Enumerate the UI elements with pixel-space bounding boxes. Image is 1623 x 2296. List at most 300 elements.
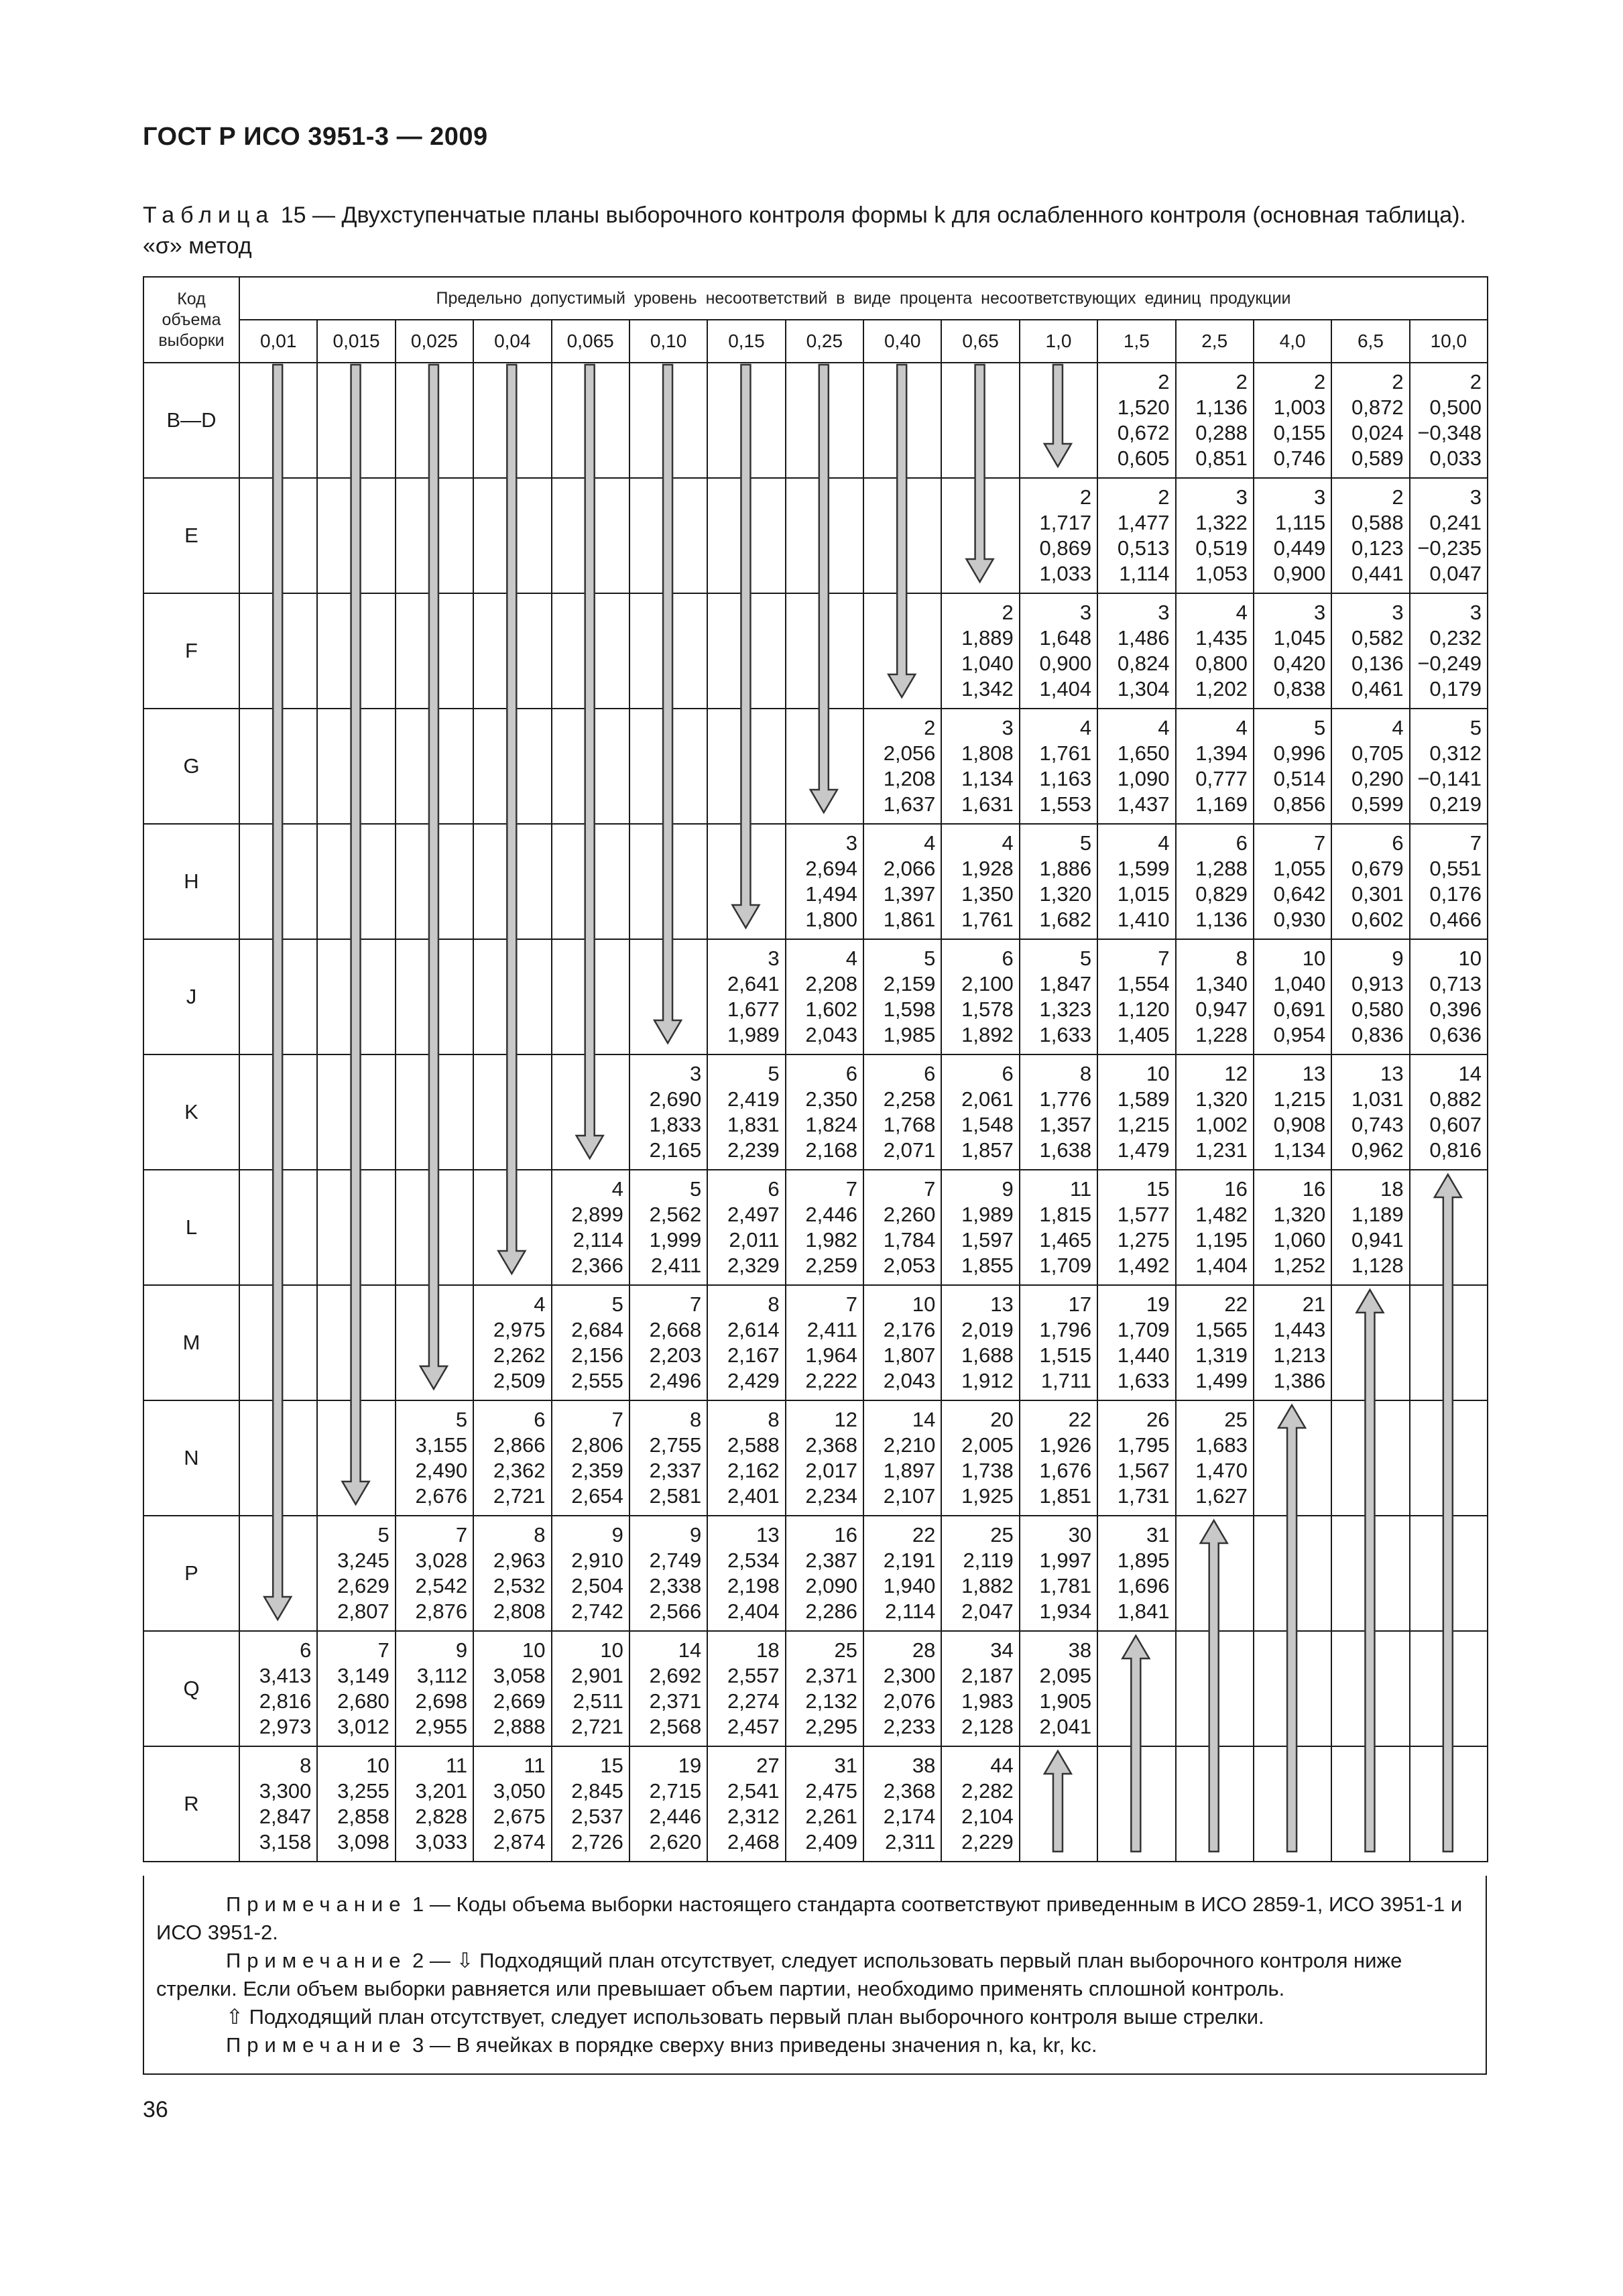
n-value: 3 — [690, 1062, 702, 1085]
ka-value: 0,588 — [1351, 511, 1404, 534]
kc-value: 1,405 — [1117, 1023, 1170, 1046]
kr-value: 1,320 — [1039, 882, 1092, 906]
kr-value: 1,213 — [1273, 1343, 1326, 1367]
kr-value: 1,040 — [961, 652, 1014, 675]
kc-value: 2,043 — [805, 1023, 857, 1046]
ka-value: 1,709 — [1117, 1318, 1170, 1341]
plan-cell — [1176, 1285, 1254, 1400]
plan-cell — [552, 1631, 629, 1746]
kc-value: 2,620 — [649, 1830, 702, 1854]
kc-value: 0,900 — [1273, 562, 1326, 585]
kr-value: 0,672 — [1117, 421, 1170, 444]
kc-value: 2,043 — [883, 1369, 936, 1392]
n-value: 19 — [678, 1754, 702, 1777]
n-value: 6 — [534, 1408, 546, 1431]
n-value: 9 — [690, 1523, 702, 1547]
ka-value: 0,705 — [1351, 741, 1404, 765]
kr-value: 2,011 — [729, 1228, 780, 1252]
ka-value: 0,679 — [1351, 857, 1404, 880]
ka-value: 2,282 — [961, 1779, 1014, 1803]
n-value: 2 — [1314, 370, 1326, 394]
ka-value: 0,582 — [1351, 626, 1404, 650]
n-value: 25 — [1224, 1408, 1248, 1431]
kr-value: 0,607 — [1429, 1113, 1482, 1136]
kr-value: 0,519 — [1195, 536, 1248, 560]
plan-cell — [1176, 1746, 1254, 1862]
n-value: 38 — [1068, 1638, 1092, 1662]
kr-value: 1,440 — [1117, 1343, 1170, 1367]
plan-cell — [941, 1516, 1019, 1631]
plan-cell — [552, 824, 629, 939]
n-value: 13 — [990, 1292, 1014, 1316]
plan-cell — [396, 363, 473, 478]
kc-value: 2,566 — [649, 1599, 702, 1623]
n-value: 12 — [834, 1408, 857, 1431]
kr-value: 0,824 — [1117, 652, 1170, 675]
plan-cell — [1176, 824, 1254, 939]
plan-cell — [941, 478, 1019, 593]
plan-cell — [786, 478, 863, 593]
ka-value: 1,599 — [1117, 857, 1170, 880]
n-value: 7 — [845, 1177, 857, 1201]
ka-value: 0,913 — [1351, 972, 1404, 995]
ka-value: 2,641 — [727, 972, 780, 995]
n-value: 10 — [600, 1638, 623, 1662]
kr-value: 0,777 — [1195, 767, 1248, 790]
kc-value: 2,568 — [649, 1715, 702, 1738]
kc-value: 0,047 — [1429, 562, 1482, 585]
kr-value: −0,235 — [1417, 536, 1482, 560]
kr-value: 1,515 — [1039, 1343, 1092, 1367]
kr-value: 2,262 — [493, 1343, 546, 1367]
kc-value: 1,633 — [1039, 1023, 1092, 1046]
n-value: 9 — [611, 1523, 623, 1547]
ka-value: 2,541 — [727, 1779, 780, 1803]
n-value: 15 — [1146, 1177, 1170, 1201]
kc-value: 1,627 — [1195, 1484, 1248, 1508]
kc-value: 1,761 — [961, 908, 1014, 931]
ka-value: 1,648 — [1039, 626, 1092, 650]
table-row — [143, 478, 1488, 593]
plan-cell — [1254, 363, 1331, 478]
aql-value: 0,025 — [396, 320, 473, 363]
plan-cell — [1176, 1516, 1254, 1631]
kc-value: 0,219 — [1429, 792, 1482, 816]
plan-cell — [317, 1170, 395, 1285]
kc-value: 2,259 — [805, 1254, 857, 1277]
ka-value: 1,320 — [1273, 1203, 1326, 1226]
n-value: 5 — [377, 1523, 389, 1547]
kr-value: 2,312 — [727, 1805, 780, 1828]
n-value: 6 — [300, 1638, 312, 1662]
ka-value: 2,668 — [649, 1318, 702, 1341]
plan-cell — [1097, 1516, 1175, 1631]
ka-value: 3,413 — [259, 1664, 312, 1687]
plan-cell — [786, 1746, 863, 1862]
plan-cell — [786, 363, 863, 478]
plan-cell — [941, 939, 1019, 1054]
kr-value: 1,090 — [1117, 767, 1170, 790]
kr-value: 0,136 — [1351, 652, 1404, 675]
ka-value: 2,901 — [571, 1664, 623, 1687]
n-value: 26 — [1146, 1408, 1170, 1431]
kr-value: 1,350 — [961, 882, 1014, 906]
kr-value: 1,688 — [961, 1343, 1014, 1367]
ka-value: 2,910 — [571, 1549, 623, 1572]
plan-cell — [1020, 939, 1097, 1054]
n-value: 7 — [1314, 831, 1326, 855]
n-value: 5 — [611, 1292, 623, 1316]
n-value: 34 — [990, 1638, 1014, 1662]
ka-value: 2,159 — [883, 972, 936, 995]
n-value: 9 — [455, 1638, 468, 1662]
kc-value: 0,179 — [1429, 677, 1482, 701]
plan-cell — [1254, 478, 1331, 593]
kc-value: 2,808 — [493, 1599, 546, 1623]
plan-cell — [1410, 709, 1488, 824]
ka-value: 1,889 — [961, 626, 1014, 650]
plan-cell — [1331, 709, 1409, 824]
kr-value: 2,446 — [649, 1805, 702, 1828]
ka-value: 2,066 — [883, 857, 936, 880]
plan-cell — [1176, 1631, 1254, 1746]
plan-cell — [707, 1516, 785, 1631]
kc-value: 2,222 — [805, 1369, 857, 1392]
n-value: 5 — [924, 947, 936, 970]
n-value: 4 — [924, 831, 936, 855]
n-value: 8 — [534, 1523, 546, 1547]
kc-value: 0,836 — [1351, 1023, 1404, 1046]
sample-size-code: G — [143, 709, 239, 824]
ka-value: 1,761 — [1039, 741, 1092, 765]
plan-cell — [1254, 824, 1331, 939]
plan-cell — [863, 1631, 941, 1746]
plan-cell — [473, 363, 551, 478]
ka-value: 3,058 — [493, 1664, 546, 1687]
kr-value: 2,090 — [805, 1574, 857, 1597]
plan-cell — [707, 1746, 785, 1862]
ka-value: 3,300 — [259, 1779, 312, 1803]
kc-value: 1,479 — [1117, 1138, 1170, 1162]
n-value: 11 — [1069, 1177, 1092, 1201]
kr-value: 0,743 — [1351, 1113, 1404, 1136]
caption-text: 15 — Двухступенчатые планы выборочного контроля формы k для ослабленного контроля (основная таблица). «σ» метод — [143, 202, 1466, 259]
ka-value: 1,650 — [1117, 741, 1170, 765]
kc-value: 0,962 — [1351, 1138, 1404, 1162]
ka-value: 2,806 — [571, 1433, 623, 1457]
ka-value: 1,482 — [1195, 1203, 1248, 1226]
plan-cell — [239, 1170, 317, 1285]
kr-value: 1,548 — [961, 1113, 1014, 1136]
plan-cell — [552, 593, 629, 709]
sample-size-code: P — [143, 1516, 239, 1631]
plan-cell — [707, 939, 785, 1054]
plan-cell — [1097, 824, 1175, 939]
ka-value: 1,320 — [1195, 1087, 1248, 1111]
n-value: 21 — [1302, 1292, 1326, 1316]
kc-value: 3,012 — [337, 1715, 389, 1738]
plan-cell — [317, 363, 395, 478]
kr-value: 2,629 — [337, 1574, 389, 1597]
kr-value: 1,357 — [1039, 1113, 1092, 1136]
n-value: 4 — [1002, 831, 1014, 855]
kc-value: 2,468 — [727, 1830, 780, 1854]
plan-cell — [317, 1631, 395, 1746]
note-text: 1 — Коды объема выборки настоящего стандарта соответствуют приведенным в ИСО 2859-1, ИСО 3951-1 и ИСО 3951-2. — [156, 1892, 1463, 1944]
plan-cell — [317, 1054, 395, 1170]
plan-cell — [1097, 363, 1175, 478]
kc-value: 0,602 — [1351, 908, 1404, 931]
kr-value: 2,858 — [337, 1805, 389, 1828]
ka-value: 2,187 — [961, 1664, 1014, 1687]
kr-value: 1,831 — [727, 1113, 780, 1136]
ka-value: 0,312 — [1429, 741, 1482, 765]
plan-cell — [1176, 939, 1254, 1054]
n-value: 18 — [756, 1638, 780, 1662]
ka-value: 2,095 — [1039, 1664, 1092, 1687]
ka-value: 2,446 — [805, 1203, 857, 1226]
table-caption — [143, 200, 1487, 261]
ka-value: 2,019 — [961, 1318, 1014, 1341]
plan-cell — [317, 1285, 395, 1400]
plan-cell — [707, 363, 785, 478]
plan-cell — [629, 363, 707, 478]
ka-value: 2,260 — [883, 1203, 936, 1226]
kc-value: 0,851 — [1195, 446, 1248, 470]
plan-cell — [707, 1631, 785, 1746]
kr-value: 0,288 — [1195, 421, 1248, 444]
kc-value: 1,892 — [961, 1023, 1014, 1046]
n-value: 12 — [1224, 1062, 1248, 1085]
plan-cell — [1331, 939, 1409, 1054]
plan-cell — [941, 363, 1019, 478]
kc-value: 1,404 — [1195, 1254, 1248, 1277]
plan-cell — [1020, 363, 1097, 478]
kc-value: 1,492 — [1117, 1254, 1170, 1277]
ka-value: 1,486 — [1117, 626, 1170, 650]
table-row — [143, 709, 1488, 824]
plan-cell — [629, 1746, 707, 1862]
kr-value: 0,514 — [1273, 767, 1326, 790]
n-value: 8 — [300, 1754, 312, 1777]
note-text: 2 — ⇩ Подходящий план отсутствует, следует использовать первый план выборочного контроля ниже стрелки. Если объем выборки равняется или превышает объем партии, необходимо применять сплошной контроль. — [156, 1949, 1402, 2000]
kc-value: 1,841 — [1117, 1599, 1170, 1623]
plan-cell — [473, 1285, 551, 1400]
kr-value: 1,905 — [1039, 1689, 1092, 1713]
kr-value: 1,824 — [805, 1113, 857, 1136]
kr-value: 2,198 — [727, 1574, 780, 1597]
aql-value: 0,065 — [552, 320, 629, 363]
aql-value: 0,25 — [786, 320, 863, 363]
plan-cell — [629, 1400, 707, 1516]
plan-cell — [473, 824, 551, 939]
plan-cell — [317, 709, 395, 824]
kc-value: 1,855 — [961, 1254, 1014, 1277]
kr-value: −0,348 — [1417, 421, 1482, 444]
n-value: 3 — [1236, 485, 1248, 509]
plan-cell — [239, 1400, 317, 1516]
ka-value: 2,534 — [727, 1549, 780, 1572]
plan-cell — [1331, 363, 1409, 478]
kr-value: 2,162 — [727, 1459, 780, 1482]
plan-cell — [863, 1516, 941, 1631]
n-value: 4 — [845, 947, 857, 970]
n-value: 2 — [1158, 485, 1170, 509]
kr-value: 2,156 — [571, 1343, 623, 1367]
ka-value: 2,614 — [727, 1318, 780, 1341]
plan-cell — [239, 593, 317, 709]
n-value: 10 — [522, 1638, 546, 1662]
ka-value: 1,340 — [1195, 972, 1248, 995]
kc-value: 2,581 — [649, 1484, 702, 1508]
kr-value: 1,738 — [961, 1459, 1014, 1482]
ka-value: 3,028 — [415, 1549, 468, 1572]
kc-value: 1,857 — [961, 1138, 1014, 1162]
plan-cell — [941, 1746, 1019, 1862]
plan-cell — [1020, 1400, 1097, 1516]
ka-value: 2,475 — [805, 1779, 857, 1803]
plan-cell — [1410, 363, 1488, 478]
kr-value: 0,908 — [1273, 1113, 1326, 1136]
kc-value: 2,676 — [415, 1484, 468, 1508]
plan-cell — [1097, 1054, 1175, 1170]
aql-value: 0,40 — [863, 320, 941, 363]
ka-value: 2,061 — [961, 1087, 1014, 1111]
n-value: 25 — [834, 1638, 857, 1662]
aql-value: 0,10 — [629, 320, 707, 363]
plan-cell — [707, 478, 785, 593]
kr-value: 1,002 — [1195, 1113, 1248, 1136]
n-value: 4 — [1236, 601, 1248, 624]
kr-value: 2,132 — [805, 1689, 857, 1713]
kc-value: 2,041 — [1039, 1715, 1092, 1738]
kc-value: 2,876 — [415, 1599, 468, 1623]
n-value: 6 — [1236, 831, 1248, 855]
plan-cell — [473, 1631, 551, 1746]
n-value: 9 — [1002, 1177, 1014, 1201]
kr-value: 2,337 — [649, 1459, 702, 1482]
plan-cell — [941, 1054, 1019, 1170]
table-row — [143, 1285, 1488, 1400]
kc-value: 2,311 — [885, 1830, 936, 1854]
plan-cell — [1176, 593, 1254, 709]
sample-size-code: K — [143, 1054, 239, 1170]
plan-cell — [863, 709, 941, 824]
n-value: 8 — [690, 1408, 702, 1431]
kr-value: 2,816 — [259, 1689, 312, 1713]
ka-value: 1,045 — [1273, 626, 1326, 650]
plan-cell — [707, 1400, 785, 1516]
plan-cell — [317, 1746, 395, 1862]
plan-cell — [1254, 1285, 1331, 1400]
plan-cell — [1410, 1170, 1488, 1285]
kc-value: 2,973 — [259, 1715, 312, 1738]
ka-value: 1,040 — [1273, 972, 1326, 995]
plan-cell — [1020, 1516, 1097, 1631]
plan-cell — [473, 593, 551, 709]
table-row — [143, 1516, 1488, 1631]
kr-value: 2,669 — [493, 1689, 546, 1713]
ka-value: 2,176 — [883, 1318, 936, 1341]
plan-cell — [1097, 939, 1175, 1054]
kr-value: 0,642 — [1273, 882, 1326, 906]
kr-value: 2,542 — [415, 1574, 468, 1597]
plan-cell — [239, 1516, 317, 1631]
kr-value: 1,060 — [1273, 1228, 1326, 1252]
kr-value: 2,828 — [415, 1805, 468, 1828]
kc-value: 1,437 — [1117, 792, 1170, 816]
plan-cell — [396, 1054, 473, 1170]
n-value: 7 — [455, 1523, 468, 1547]
n-value: 14 — [1458, 1062, 1482, 1085]
plan-cell — [396, 939, 473, 1054]
kc-value: 2,457 — [727, 1715, 780, 1738]
ka-value: 2,963 — [493, 1549, 546, 1572]
kr-value: 0,513 — [1117, 536, 1170, 560]
kc-value: 1,633 — [1117, 1369, 1170, 1392]
plan-cell — [239, 478, 317, 593]
plan-cell — [1020, 1631, 1097, 1746]
plan-cell — [786, 1400, 863, 1516]
kr-value: 1,882 — [961, 1574, 1014, 1597]
plan-cell — [552, 1516, 629, 1631]
plan-cell — [941, 1631, 1019, 1746]
ka-value: 1,189 — [1351, 1203, 1404, 1226]
n-value: 5 — [768, 1062, 780, 1085]
kc-value: 2,955 — [415, 1715, 468, 1738]
kc-value: 2,234 — [805, 1484, 857, 1508]
plan-cell — [1097, 1746, 1175, 1862]
kc-value: 1,342 — [961, 677, 1014, 701]
n-value: 10 — [366, 1754, 389, 1777]
plan-cell — [239, 1746, 317, 1862]
ka-value: 3,201 — [415, 1779, 468, 1803]
ka-value: 2,371 — [805, 1664, 857, 1687]
kc-value: 2,071 — [883, 1138, 936, 1162]
kc-value: 1,128 — [1351, 1254, 1404, 1277]
ka-value: 2,208 — [805, 972, 857, 995]
plan-cell — [1254, 1746, 1331, 1862]
ka-value: 2,899 — [571, 1203, 623, 1226]
ka-value: 1,847 — [1039, 972, 1092, 995]
plan-cell — [941, 824, 1019, 939]
plan-cell — [1254, 939, 1331, 1054]
kc-value: 1,033 — [1039, 562, 1092, 585]
ka-value: 1,215 — [1273, 1087, 1326, 1111]
kc-value: 2,496 — [649, 1369, 702, 1392]
code-header-line: Код — [177, 289, 206, 308]
kr-value: 2,532 — [493, 1574, 546, 1597]
sample-size-code: M — [143, 1285, 239, 1400]
note-2-up: ⇧ Подходящий план отсутствует, следует использовать первый план выборочного контроля выше стрелки. — [226, 2005, 1264, 2029]
plan-cell — [1020, 1054, 1097, 1170]
kr-value: 0,900 — [1039, 652, 1092, 675]
plan-cell — [1097, 1285, 1175, 1400]
plan-cell — [786, 1631, 863, 1746]
plan-cell — [1176, 709, 1254, 824]
ka-value: 1,776 — [1039, 1087, 1092, 1111]
kc-value: 1,985 — [883, 1023, 936, 1046]
kc-value: 2,053 — [883, 1254, 936, 1277]
kc-value: 2,233 — [883, 1715, 936, 1738]
plan-cell — [1020, 1746, 1097, 1862]
plan-cell — [786, 1516, 863, 1631]
ka-value: 2,866 — [493, 1433, 546, 1457]
ka-value: 2,350 — [805, 1087, 857, 1111]
plan-cell — [1254, 1516, 1331, 1631]
note-label: Примечание — [226, 2033, 407, 2057]
plan-cell — [396, 824, 473, 939]
